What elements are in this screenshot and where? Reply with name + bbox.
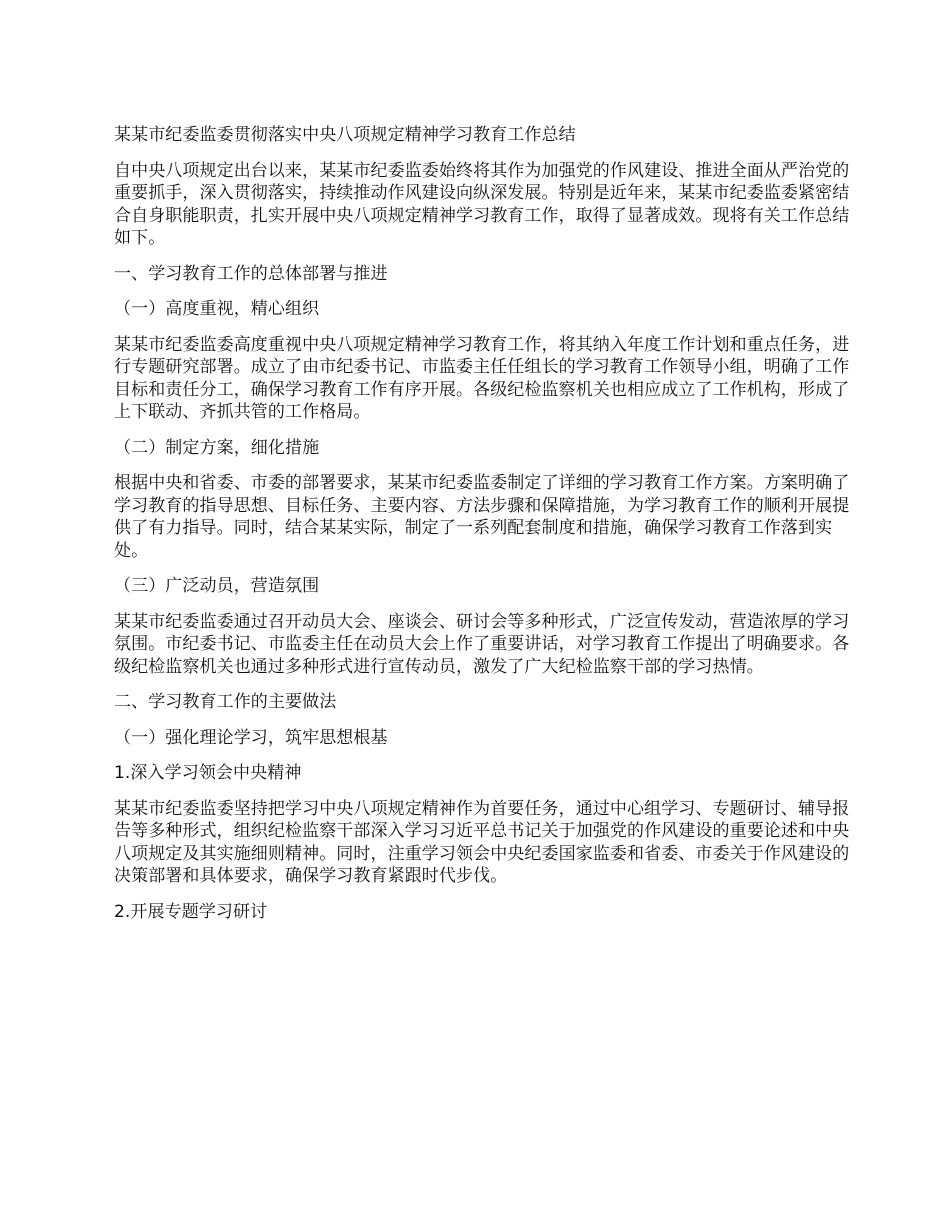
intro-paragraph: 自中央八项规定出台以来，某某市纪委监委始终将其作为加强党的作风建设、推进全面从严治党的重要抓手，深入贯彻落实，持续推动作风建设向纵深发展。特别是近年来，某某市纪委监委紧密结合自身职能职责，扎实开展中央八项规定精神学习教育工作，取得了显著成效。现将有关工作总结如下。 (114, 160, 850, 248)
section-heading-2: 二、学习教育工作的主要做法 (114, 692, 337, 712)
section-heading-1: 一、学习教育工作的总体部署与推进 (114, 263, 388, 284)
item-heading-2-1-2: 2.开展专题学习研讨 (114, 901, 268, 922)
subsection-heading-1-3: （三）广泛动员，营造氛围 (114, 576, 320, 596)
subsection-heading-1-2: （二）制定方案，细化措施 (114, 437, 320, 458)
document-title: 某某市纪委监委贯彻落实中央八项规定精神学习教育工作总结 (114, 125, 576, 145)
paragraph-2-1-1: 某某市纪委监委坚持把学习中央八项规定精神作为首要任务，通过中心组学习、专题研讨、辅导报告等多种形式，组织纪检监察干部深入学习习近平总书记关于加强党的作风建设的重要论述和中央八项规定及其实施细则精神。同时，注重学习领会中央纪委国家监委和省委、市委关于作风建设的决策部署和具体要求，确保学习教育紧跟时代步伐。 (114, 798, 850, 886)
item-heading-2-1-1: 1.深入学习领会中央精神 (114, 763, 302, 783)
paragraph-1-2: 根据中央和省委、市委的部署要求，某某市纪委监委制定了详细的学习教育工作方案。方案明确了学习教育的指导思想、目标任务、主要内容、方法步骤和保障措施，为学习教育工作的顺利开展提供了有力指导。同时，结合某某实际，制定了一系列配套制度和措施，确保学习教育工作落到实处。 (114, 473, 850, 561)
subsection-heading-1-1: （一）高度重视，精心组织 (114, 299, 320, 319)
paragraph-1-3: 某某市纪委监委通过召开动员大会、座谈会、研讨会等多种形式，广泛宣传发动，营造浓厚的学习氛围。市纪委书记、市监委主任在动员大会上作了重要讲话，对学习教育工作提出了明确要求。各级纪检监察机关也通过多种形式进行宣传动员，激发了广大纪检监察干部的学习热情。 (114, 611, 850, 677)
paragraph-1-1: 某某市纪委监委高度重视中央八项规定精神学习教育工作，将其纳入年度工作计划和重点任务，进行专题研究部署。成立了由市纪委书记、市监委主任任组长的学习教育工作领导小组，明确了工作目标和责任分工，确保学习教育工作有序开展。各级纪检监察机关也相应成立了工作机构，形成了上下联动、齐抓共管的工作格局。 (114, 334, 850, 422)
subsection-heading-2-1: （一）强化理论学习，筑牢思想根基 (114, 727, 388, 748)
document-page (114, 124, 854, 936)
